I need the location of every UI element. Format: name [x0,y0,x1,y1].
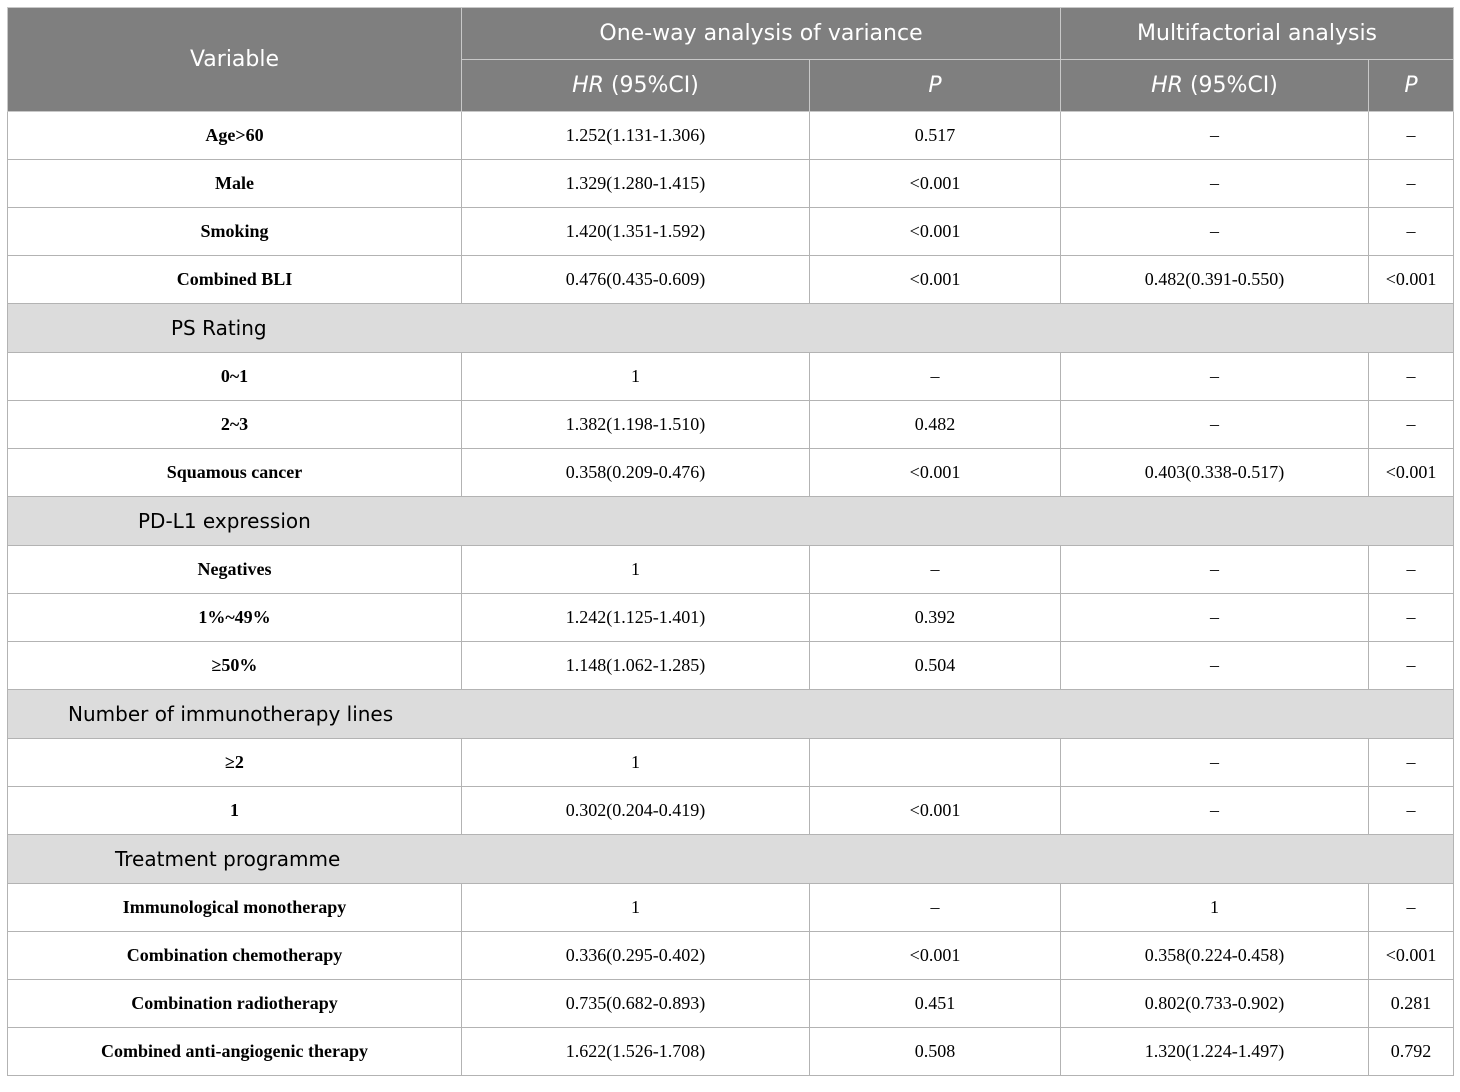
hr-multi-cell: – [1061,787,1369,835]
hr-multi-cell: – [1061,112,1369,160]
p-multi-cell: 0.792 [1369,1028,1454,1076]
section-row [8,835,1454,884]
p-multi-cell: <0.001 [1369,932,1454,980]
table-row [8,1028,1454,1076]
variable-cell: Combined BLI [8,256,462,304]
hr-multi-cell: 0.802(0.733-0.902) [1061,980,1369,1028]
section-cell [8,497,1454,546]
hr-multi-cell: – [1061,401,1369,449]
hr-multi-cell: 1 [1061,884,1369,932]
hr-oneway-cell: 1.382(1.198-1.510) [462,401,810,449]
p-multi-cell: – [1369,546,1454,594]
p-multi-cell: – [1369,594,1454,642]
p-oneway-cell: <0.001 [810,256,1061,304]
variable-cell: Smoking [8,208,462,256]
p-oneway-cell: – [810,884,1061,932]
hr-oneway-cell: 1.148(1.062-1.285) [462,642,810,690]
table-row [8,256,1454,304]
variable-cell: Negatives [8,546,462,594]
p-italic: P [928,73,942,98]
header-multifactorial: Multifactorial analysis [1061,8,1454,60]
hr-oneway-cell: 1.622(1.526-1.708) [462,1028,810,1076]
header-p-2 [1369,60,1454,112]
table-row [8,884,1454,932]
variable-cell: 1%~49% [8,594,462,642]
p-multi-cell: <0.001 [1369,449,1454,497]
section-cell [8,835,1454,884]
table-row [8,594,1454,642]
hr-italic: HR [572,73,604,98]
hr-oneway-cell: 1 [462,546,810,594]
hr-multi-cell: – [1061,353,1369,401]
section-cell [8,304,1454,353]
variable-cell: Combination chemotherapy [8,932,462,980]
variable-cell: ≥2 [8,739,462,787]
header-hr-2 [1061,60,1369,112]
p-oneway-cell: <0.001 [810,160,1061,208]
hr-multi-cell: – [1061,739,1369,787]
variable-cell: 2~3 [8,401,462,449]
hr-oneway-cell: 1.329(1.280-1.415) [462,160,810,208]
table-row [8,401,1454,449]
table-row [8,642,1454,690]
p-multi-cell: – [1369,642,1454,690]
variable-cell: Combination radiotherapy [8,980,462,1028]
p-multi-cell: – [1369,208,1454,256]
hr-oneway-cell: 0.336(0.295-0.402) [462,932,810,980]
table-row [8,208,1454,256]
p-oneway-cell: <0.001 [810,932,1061,980]
header-hr-1 [462,60,810,112]
variable-cell: Immunological monotherapy [8,884,462,932]
hr-multi-cell: – [1061,546,1369,594]
hr-ci: (95%CI) [603,73,699,98]
p-multi-cell: 0.281 [1369,980,1454,1028]
variable-cell: Age>60 [8,112,462,160]
p-multi-cell: – [1369,401,1454,449]
hr-oneway-cell: 1.420(1.351-1.592) [462,208,810,256]
p-oneway-cell: 0.517 [810,112,1061,160]
hr-multi-cell: – [1061,160,1369,208]
hr-ci: (95%CI) [1182,73,1278,98]
section-row [8,497,1454,546]
hr-italic: HR [1151,73,1183,98]
hr-oneway-cell: 1 [462,739,810,787]
p-multi-cell: – [1369,739,1454,787]
section-cell [8,690,1454,739]
section-row [8,304,1454,353]
table-header [8,8,1454,112]
section-label: PD-L1 expression [138,509,311,533]
variable-cell: 0~1 [8,353,462,401]
hr-oneway-cell: 0.735(0.682-0.893) [462,980,810,1028]
header-p-1 [810,60,1061,112]
table-row [8,160,1454,208]
hr-multi-cell: 0.358(0.224-0.458) [1061,932,1369,980]
p-oneway-cell: <0.001 [810,449,1061,497]
variable-cell: Male [8,160,462,208]
p-oneway-cell: 0.392 [810,594,1061,642]
section-label: Number of immunotherapy lines [68,702,394,726]
p-oneway-cell: <0.001 [810,208,1061,256]
hr-oneway-cell: 1.252(1.131-1.306) [462,112,810,160]
section-label: Treatment programme [115,847,341,871]
p-oneway-cell: <0.001 [810,787,1061,835]
header-variable: Variable [8,8,462,112]
p-multi-cell: – [1369,884,1454,932]
p-multi-cell: – [1369,787,1454,835]
variable-cell: Squamous cancer [8,449,462,497]
hr-oneway-cell: 0.476(0.435-0.609) [462,256,810,304]
hr-oneway-cell: 0.358(0.209-0.476) [462,449,810,497]
results-table [7,7,1454,1076]
table-body [8,112,1454,1076]
variable-cell: 1 [8,787,462,835]
section-label: PS Rating [171,316,267,340]
table-row [8,980,1454,1028]
variable-cell: ≥50% [8,642,462,690]
hr-multi-cell: 0.403(0.338-0.517) [1061,449,1369,497]
p-oneway-cell [810,739,1061,787]
table-row [8,353,1454,401]
p-multi-cell: <0.001 [1369,256,1454,304]
hr-multi-cell: 1.320(1.224-1.497) [1061,1028,1369,1076]
hr-oneway-cell: 1 [462,884,810,932]
table-row [8,546,1454,594]
hr-multi-cell: – [1061,208,1369,256]
table-row [8,787,1454,835]
p-oneway-cell: – [810,353,1061,401]
hr-multi-cell: 0.482(0.391-0.550) [1061,256,1369,304]
table-row [8,112,1454,160]
table-row [8,932,1454,980]
p-oneway-cell: 0.482 [810,401,1061,449]
hr-multi-cell: – [1061,642,1369,690]
p-oneway-cell: – [810,546,1061,594]
table-row [8,739,1454,787]
p-multi-cell: – [1369,112,1454,160]
p-oneway-cell: 0.451 [810,980,1061,1028]
hr-oneway-cell: 1.242(1.125-1.401) [462,594,810,642]
p-multi-cell: – [1369,353,1454,401]
variable-cell: Combined anti-angiogenic therapy [8,1028,462,1076]
p-multi-cell: – [1369,160,1454,208]
section-row [8,690,1454,739]
p-italic: P [1404,73,1418,98]
table-row [8,449,1454,497]
p-oneway-cell: 0.508 [810,1028,1061,1076]
p-oneway-cell: 0.504 [810,642,1061,690]
hr-multi-cell: – [1061,594,1369,642]
header-one-way-anova: One-way analysis of variance [462,8,1061,60]
hr-oneway-cell: 1 [462,353,810,401]
hr-oneway-cell: 0.302(0.204-0.419) [462,787,810,835]
